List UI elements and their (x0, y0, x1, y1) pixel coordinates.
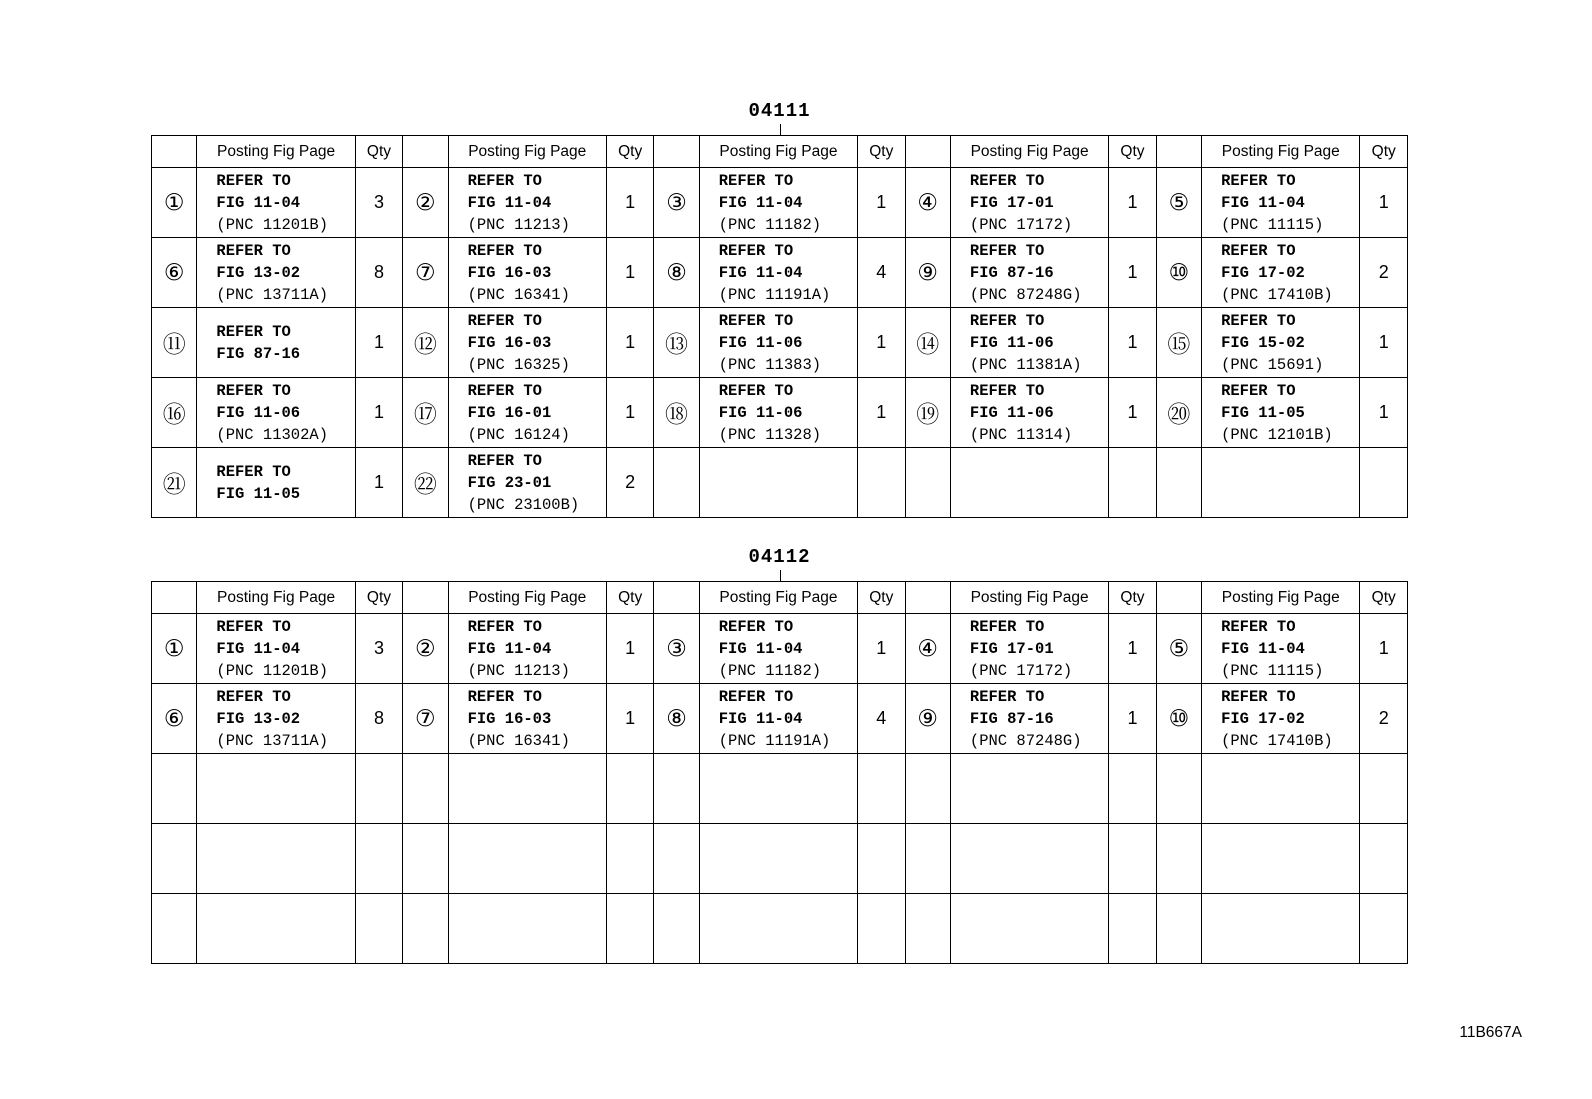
refer-to-text: REFER TO (1221, 381, 1296, 400)
refer-to-text: REFER TO (216, 462, 291, 481)
reference-cell (1202, 378, 1360, 448)
fig-page-text: FIG 13-02 (216, 263, 301, 282)
qty-value (1109, 824, 1156, 894)
refer-to-text: REFER TO (467, 381, 542, 400)
reference-cell (699, 378, 857, 448)
callout-number (1156, 894, 1201, 964)
qty-value: 1 (606, 168, 653, 238)
header-qty: Qty (1109, 582, 1156, 614)
fig-page-text: FIG 87-16 (969, 709, 1054, 728)
table-row (152, 754, 1408, 824)
qty-value: 2 (1360, 238, 1408, 308)
pnc-text: (PNC 11213) (467, 215, 570, 234)
callout-number: ⑩ (1156, 684, 1201, 754)
qty-value (858, 448, 905, 518)
pnc-text: (PNC 16124) (467, 425, 570, 444)
callout-number (905, 448, 950, 518)
refer-to-text: REFER TO (718, 381, 794, 400)
reference-cell (1202, 684, 1360, 754)
reference-cell (699, 308, 857, 378)
reference-cell (197, 754, 355, 824)
refer-to-text: REFER TO (1221, 311, 1296, 330)
reference-cell (950, 378, 1108, 448)
pnc-text: (PNC 11381A) (969, 355, 1082, 374)
pnc-text: (PNC 13711A) (216, 731, 329, 750)
reference-cell (197, 378, 355, 448)
qty-value: 1 (1109, 308, 1156, 378)
fig-page-text: FIG 13-02 (216, 709, 301, 728)
refer-to-text: REFER TO (969, 381, 1045, 400)
callout-number: ② (403, 168, 448, 238)
pnc-text: (PNC 23100B) (467, 495, 580, 514)
refer-to-text: REFER TO (216, 381, 291, 400)
reference-cell (1202, 824, 1360, 894)
callout-number (152, 894, 197, 964)
refer-to-text: REFER TO (1221, 241, 1296, 260)
reference-cell (699, 168, 857, 238)
qty-value (1109, 754, 1156, 824)
leader-line (780, 124, 781, 135)
pnc-text: (PNC 12101B) (1221, 425, 1333, 444)
reference-cell (699, 448, 857, 518)
pnc-text: (PNC 11191A) (718, 731, 831, 750)
qty-value (1360, 824, 1408, 894)
qty-value: 2 (1360, 684, 1408, 754)
reference-cell (950, 894, 1108, 964)
table-row (152, 614, 1408, 684)
refer-to-text: REFER TO (467, 687, 542, 706)
refer-to-text: REFER TO (216, 241, 291, 260)
callout-number: ⑦ (403, 238, 448, 308)
callout-number: ⑤ (1156, 168, 1201, 238)
header-posting-fig-page: Posting Fig Page (950, 136, 1108, 168)
refer-to-text: REFER TO (969, 171, 1045, 190)
fig-page-text: FIG 87-16 (216, 344, 301, 363)
fig-page-text: FIG 11-04 (467, 193, 552, 212)
reference-cell (950, 448, 1108, 518)
reference-cell (448, 378, 606, 448)
qty-value: 1 (606, 308, 653, 378)
refer-to-text: REFER TO (969, 241, 1045, 260)
pnc-text: (PNC 11213) (467, 661, 570, 680)
callout-number: ⑯ (152, 378, 197, 448)
refer-to-text: REFER TO (216, 687, 291, 706)
refer-to-text: REFER TO (216, 322, 291, 341)
qty-value: 1 (355, 448, 402, 518)
qty-value: 3 (355, 168, 402, 238)
qty-value (1360, 448, 1408, 518)
callout-number (1156, 448, 1201, 518)
reference-cell (950, 824, 1108, 894)
callout-number: ⑤ (1156, 614, 1201, 684)
reference-cell (699, 238, 857, 308)
reference-cell (197, 684, 355, 754)
callout-number: ⑫ (403, 308, 448, 378)
refer-to-text: REFER TO (1221, 687, 1296, 706)
callout-number: ⑥ (152, 684, 197, 754)
fig-page-text: FIG 11-04 (718, 263, 803, 282)
pnc-text: (PNC 11182) (718, 661, 822, 680)
diagram-label: 04111 (748, 100, 811, 122)
callout-number: ⑥ (152, 238, 197, 308)
reference-cell (950, 684, 1108, 754)
callout-number: ⑲ (905, 378, 950, 448)
table-row (152, 378, 1408, 448)
reference-cell (197, 894, 355, 964)
pnc-text: (PNC 11115) (1221, 215, 1324, 234)
header-index (654, 582, 699, 614)
reference-cell (699, 824, 857, 894)
callout-number (1156, 824, 1201, 894)
pnc-text: (PNC 11328) (718, 425, 822, 444)
pnc-text: (PNC 11182) (718, 215, 822, 234)
qty-value: 1 (355, 378, 402, 448)
table-row (152, 448, 1408, 518)
header-posting-fig-page: Posting Fig Page (448, 582, 606, 614)
pnc-text: (PNC 17410B) (1221, 285, 1333, 304)
reference-cell (950, 754, 1108, 824)
callout-number (403, 824, 448, 894)
reference-cell (950, 308, 1108, 378)
fig-page-text: FIG 11-05 (216, 484, 301, 503)
fig-page-text: FIG 15-02 (1221, 333, 1305, 352)
reference-cell (1202, 754, 1360, 824)
header-index (152, 582, 197, 614)
header-qty: Qty (858, 136, 905, 168)
fig-page-text: FIG 11-06 (969, 403, 1054, 422)
reference-cell (699, 894, 857, 964)
callout-number (654, 894, 699, 964)
callout-number: ① (152, 168, 197, 238)
callout-number: ⑨ (905, 238, 950, 308)
reference-cell (699, 614, 857, 684)
callout-number (905, 824, 950, 894)
header-posting-fig-page: Posting Fig Page (699, 136, 857, 168)
fig-page-text: FIG 11-04 (718, 709, 803, 728)
qty-value: 4 (858, 684, 905, 754)
refer-to-text: REFER TO (467, 171, 542, 190)
reference-cell (448, 238, 606, 308)
reference-cell (448, 754, 606, 824)
diagram-label: 04112 (748, 546, 811, 568)
qty-value: 1 (1360, 168, 1408, 238)
callout-number (1156, 754, 1201, 824)
table-row (152, 894, 1408, 964)
callout-number: ⑦ (403, 684, 448, 754)
fig-page-text: FIG 16-01 (467, 403, 552, 422)
refer-to-text: REFER TO (718, 687, 794, 706)
refer-to-text: REFER TO (1221, 171, 1296, 190)
qty-value: 1 (606, 684, 653, 754)
reference-cell (197, 448, 355, 518)
qty-value (355, 894, 402, 964)
fig-page-text: FIG 11-04 (216, 193, 301, 212)
reference-cell (197, 168, 355, 238)
pnc-text: (PNC 13711A) (216, 285, 329, 304)
qty-value: 1 (606, 378, 653, 448)
callout-number: ⑧ (654, 684, 699, 754)
reference-cell (950, 168, 1108, 238)
callout-number (654, 824, 699, 894)
callout-number: ⑧ (654, 238, 699, 308)
fig-page-text: FIG 87-16 (969, 263, 1054, 282)
fig-page-text: FIG 11-06 (718, 333, 803, 352)
fig-page-text: FIG 11-06 (718, 403, 803, 422)
refer-to-text: REFER TO (969, 617, 1045, 636)
table-row (152, 168, 1408, 238)
reference-cell (1202, 448, 1360, 518)
pnc-text: (PNC 17172) (969, 661, 1073, 680)
qty-value: 1 (858, 308, 905, 378)
pnc-text: (PNC 11383) (718, 355, 822, 374)
reference-cell (1202, 238, 1360, 308)
reference-cell (448, 894, 606, 964)
reference-cell (197, 614, 355, 684)
fig-page-text: FIG 11-05 (1221, 403, 1305, 422)
header-row (152, 136, 1408, 168)
table-row (152, 308, 1408, 378)
reference-cell (197, 824, 355, 894)
callout-number: ⑮ (1156, 308, 1201, 378)
fig-page-text: FIG 16-03 (467, 263, 552, 282)
callout-number: ⑩ (1156, 238, 1201, 308)
figure-code: 11B667A (1459, 1024, 1522, 1041)
fig-page-text: FIG 16-03 (467, 709, 552, 728)
header-posting-fig-page: Posting Fig Page (197, 582, 355, 614)
header-index (654, 136, 699, 168)
header-posting-fig-page: Posting Fig Page (1202, 136, 1360, 168)
header-posting-fig-page: Posting Fig Page (950, 582, 1108, 614)
parts-table (151, 135, 1408, 518)
pnc-text: (PNC 11314) (969, 425, 1073, 444)
pnc-text: (PNC 16341) (467, 731, 570, 750)
qty-value: 1 (355, 308, 402, 378)
callout-number: ⑳ (1156, 378, 1201, 448)
reference-cell (1202, 308, 1360, 378)
callout-number (403, 754, 448, 824)
fig-page-text: FIG 17-01 (969, 193, 1054, 212)
callout-number: ④ (905, 614, 950, 684)
qty-value: 1 (606, 238, 653, 308)
refer-to-text: REFER TO (1221, 617, 1296, 636)
qty-value (858, 754, 905, 824)
header-qty: Qty (606, 582, 653, 614)
refer-to-text: REFER TO (216, 617, 291, 636)
qty-value (355, 824, 402, 894)
fig-page-text: FIG 11-04 (718, 639, 803, 658)
qty-value (606, 824, 653, 894)
header-index (403, 582, 448, 614)
fig-page-text: FIG 11-04 (718, 193, 803, 212)
qty-value: 1 (1109, 614, 1156, 684)
callout-number: ④ (905, 168, 950, 238)
callout-number: ⑰ (403, 378, 448, 448)
table-row (152, 238, 1408, 308)
pnc-text: (PNC 11201B) (216, 661, 329, 680)
callout-number (152, 824, 197, 894)
header-qty: Qty (858, 582, 905, 614)
header-posting-fig-page: Posting Fig Page (1202, 582, 1360, 614)
qty-value: 1 (1360, 614, 1408, 684)
parts-table (151, 581, 1408, 964)
qty-value (858, 894, 905, 964)
table-row (152, 684, 1408, 754)
pnc-text: (PNC 16341) (467, 285, 570, 304)
pnc-text: (PNC 15691) (1221, 355, 1324, 374)
refer-to-text: REFER TO (718, 241, 794, 260)
reference-cell (1202, 614, 1360, 684)
qty-value: 1 (858, 378, 905, 448)
header-index (905, 136, 950, 168)
header-index (1156, 582, 1201, 614)
qty-value: 8 (355, 238, 402, 308)
refer-to-text: REFER TO (467, 451, 542, 470)
reference-cell (699, 684, 857, 754)
refer-to-text: REFER TO (969, 311, 1045, 330)
fig-page-text: FIG 17-02 (1221, 263, 1305, 282)
callout-number (905, 894, 950, 964)
callout-number: ⑨ (905, 684, 950, 754)
qty-value: 1 (1360, 308, 1408, 378)
qty-value: 2 (606, 448, 653, 518)
qty-value (858, 824, 905, 894)
header-index (1156, 136, 1201, 168)
qty-value: 1 (858, 168, 905, 238)
qty-value: 1 (606, 614, 653, 684)
reference-cell (950, 614, 1108, 684)
callout-number: ③ (654, 614, 699, 684)
header-qty: Qty (1109, 136, 1156, 168)
pnc-text: (PNC 11115) (1221, 661, 1324, 680)
qty-value: 4 (858, 238, 905, 308)
refer-to-text: REFER TO (467, 311, 542, 330)
refer-to-text: REFER TO (718, 171, 794, 190)
fig-page-text: FIG 11-04 (1221, 193, 1305, 212)
header-qty: Qty (606, 136, 653, 168)
callout-number: ③ (654, 168, 699, 238)
pnc-text: (PNC 11201B) (216, 215, 329, 234)
fig-page-text: FIG 11-04 (1221, 639, 1305, 658)
fig-page-text: FIG 11-06 (216, 403, 301, 422)
reference-cell (448, 684, 606, 754)
fig-page-text: FIG 11-04 (467, 639, 552, 658)
fig-page-text: FIG 17-02 (1221, 709, 1305, 728)
fig-page-text: FIG 17-01 (969, 639, 1054, 658)
qty-value (355, 754, 402, 824)
header-qty: Qty (355, 582, 402, 614)
reference-cell (699, 754, 857, 824)
callout-number (403, 894, 448, 964)
callout-number (654, 448, 699, 518)
callout-number: ⑪ (152, 308, 197, 378)
header-posting-fig-page: Posting Fig Page (448, 136, 606, 168)
fig-page-text: FIG 23-01 (467, 473, 552, 492)
callout-number: ⑱ (654, 378, 699, 448)
pnc-text: (PNC 11302A) (216, 425, 329, 444)
reference-cell (197, 308, 355, 378)
qty-value: 1 (858, 614, 905, 684)
refer-to-text: REFER TO (467, 241, 542, 260)
qty-value: 1 (1109, 168, 1156, 238)
callout-number (654, 754, 699, 824)
reference-cell (448, 168, 606, 238)
callout-number: ② (403, 614, 448, 684)
qty-value (1109, 448, 1156, 518)
fig-page-text: FIG 11-06 (969, 333, 1054, 352)
refer-to-text: REFER TO (216, 171, 291, 190)
header-qty: Qty (355, 136, 402, 168)
callout-number: ㉒ (403, 448, 448, 518)
qty-value (1360, 894, 1408, 964)
pnc-text: (PNC 17410B) (1221, 731, 1333, 750)
qty-value (1109, 894, 1156, 964)
reference-cell (448, 824, 606, 894)
reference-cell (1202, 168, 1360, 238)
reference-cell (1202, 894, 1360, 964)
qty-value: 3 (355, 614, 402, 684)
reference-cell (448, 448, 606, 518)
callout-number: ⑬ (654, 308, 699, 378)
refer-to-text: REFER TO (969, 687, 1045, 706)
reference-cell (448, 614, 606, 684)
qty-value: 1 (1360, 378, 1408, 448)
fig-page-text: FIG 16-03 (467, 333, 552, 352)
qty-value: 8 (355, 684, 402, 754)
header-posting-fig-page: Posting Fig Page (699, 582, 857, 614)
refer-to-text: REFER TO (718, 311, 794, 330)
qty-value: 1 (1109, 684, 1156, 754)
callout-number: ㉑ (152, 448, 197, 518)
header-qty: Qty (1360, 136, 1408, 168)
callout-number (152, 754, 197, 824)
table-row (152, 824, 1408, 894)
qty-value (1360, 754, 1408, 824)
header-index (152, 136, 197, 168)
pnc-text: (PNC 87248G) (969, 731, 1082, 750)
header-qty: Qty (1360, 582, 1408, 614)
refer-to-text: REFER TO (467, 617, 542, 636)
fig-page-text: FIG 11-04 (216, 639, 301, 658)
qty-value: 1 (1109, 238, 1156, 308)
qty-value (606, 894, 653, 964)
pnc-text: (PNC 11191A) (718, 285, 831, 304)
qty-value: 1 (1109, 378, 1156, 448)
callout-number: ⑭ (905, 308, 950, 378)
pnc-text: (PNC 16325) (467, 355, 570, 374)
reference-cell (950, 238, 1108, 308)
header-index (403, 136, 448, 168)
callout-number: ① (152, 614, 197, 684)
callout-number (905, 754, 950, 824)
leader-line (780, 570, 781, 581)
pnc-text: (PNC 87248G) (969, 285, 1082, 304)
refer-to-text: REFER TO (718, 617, 794, 636)
reference-cell (197, 238, 355, 308)
pnc-text: (PNC 17172) (969, 215, 1073, 234)
reference-cell (448, 308, 606, 378)
qty-value (606, 754, 653, 824)
header-index (905, 582, 950, 614)
header-row (152, 582, 1408, 614)
header-posting-fig-page: Posting Fig Page (197, 136, 355, 168)
